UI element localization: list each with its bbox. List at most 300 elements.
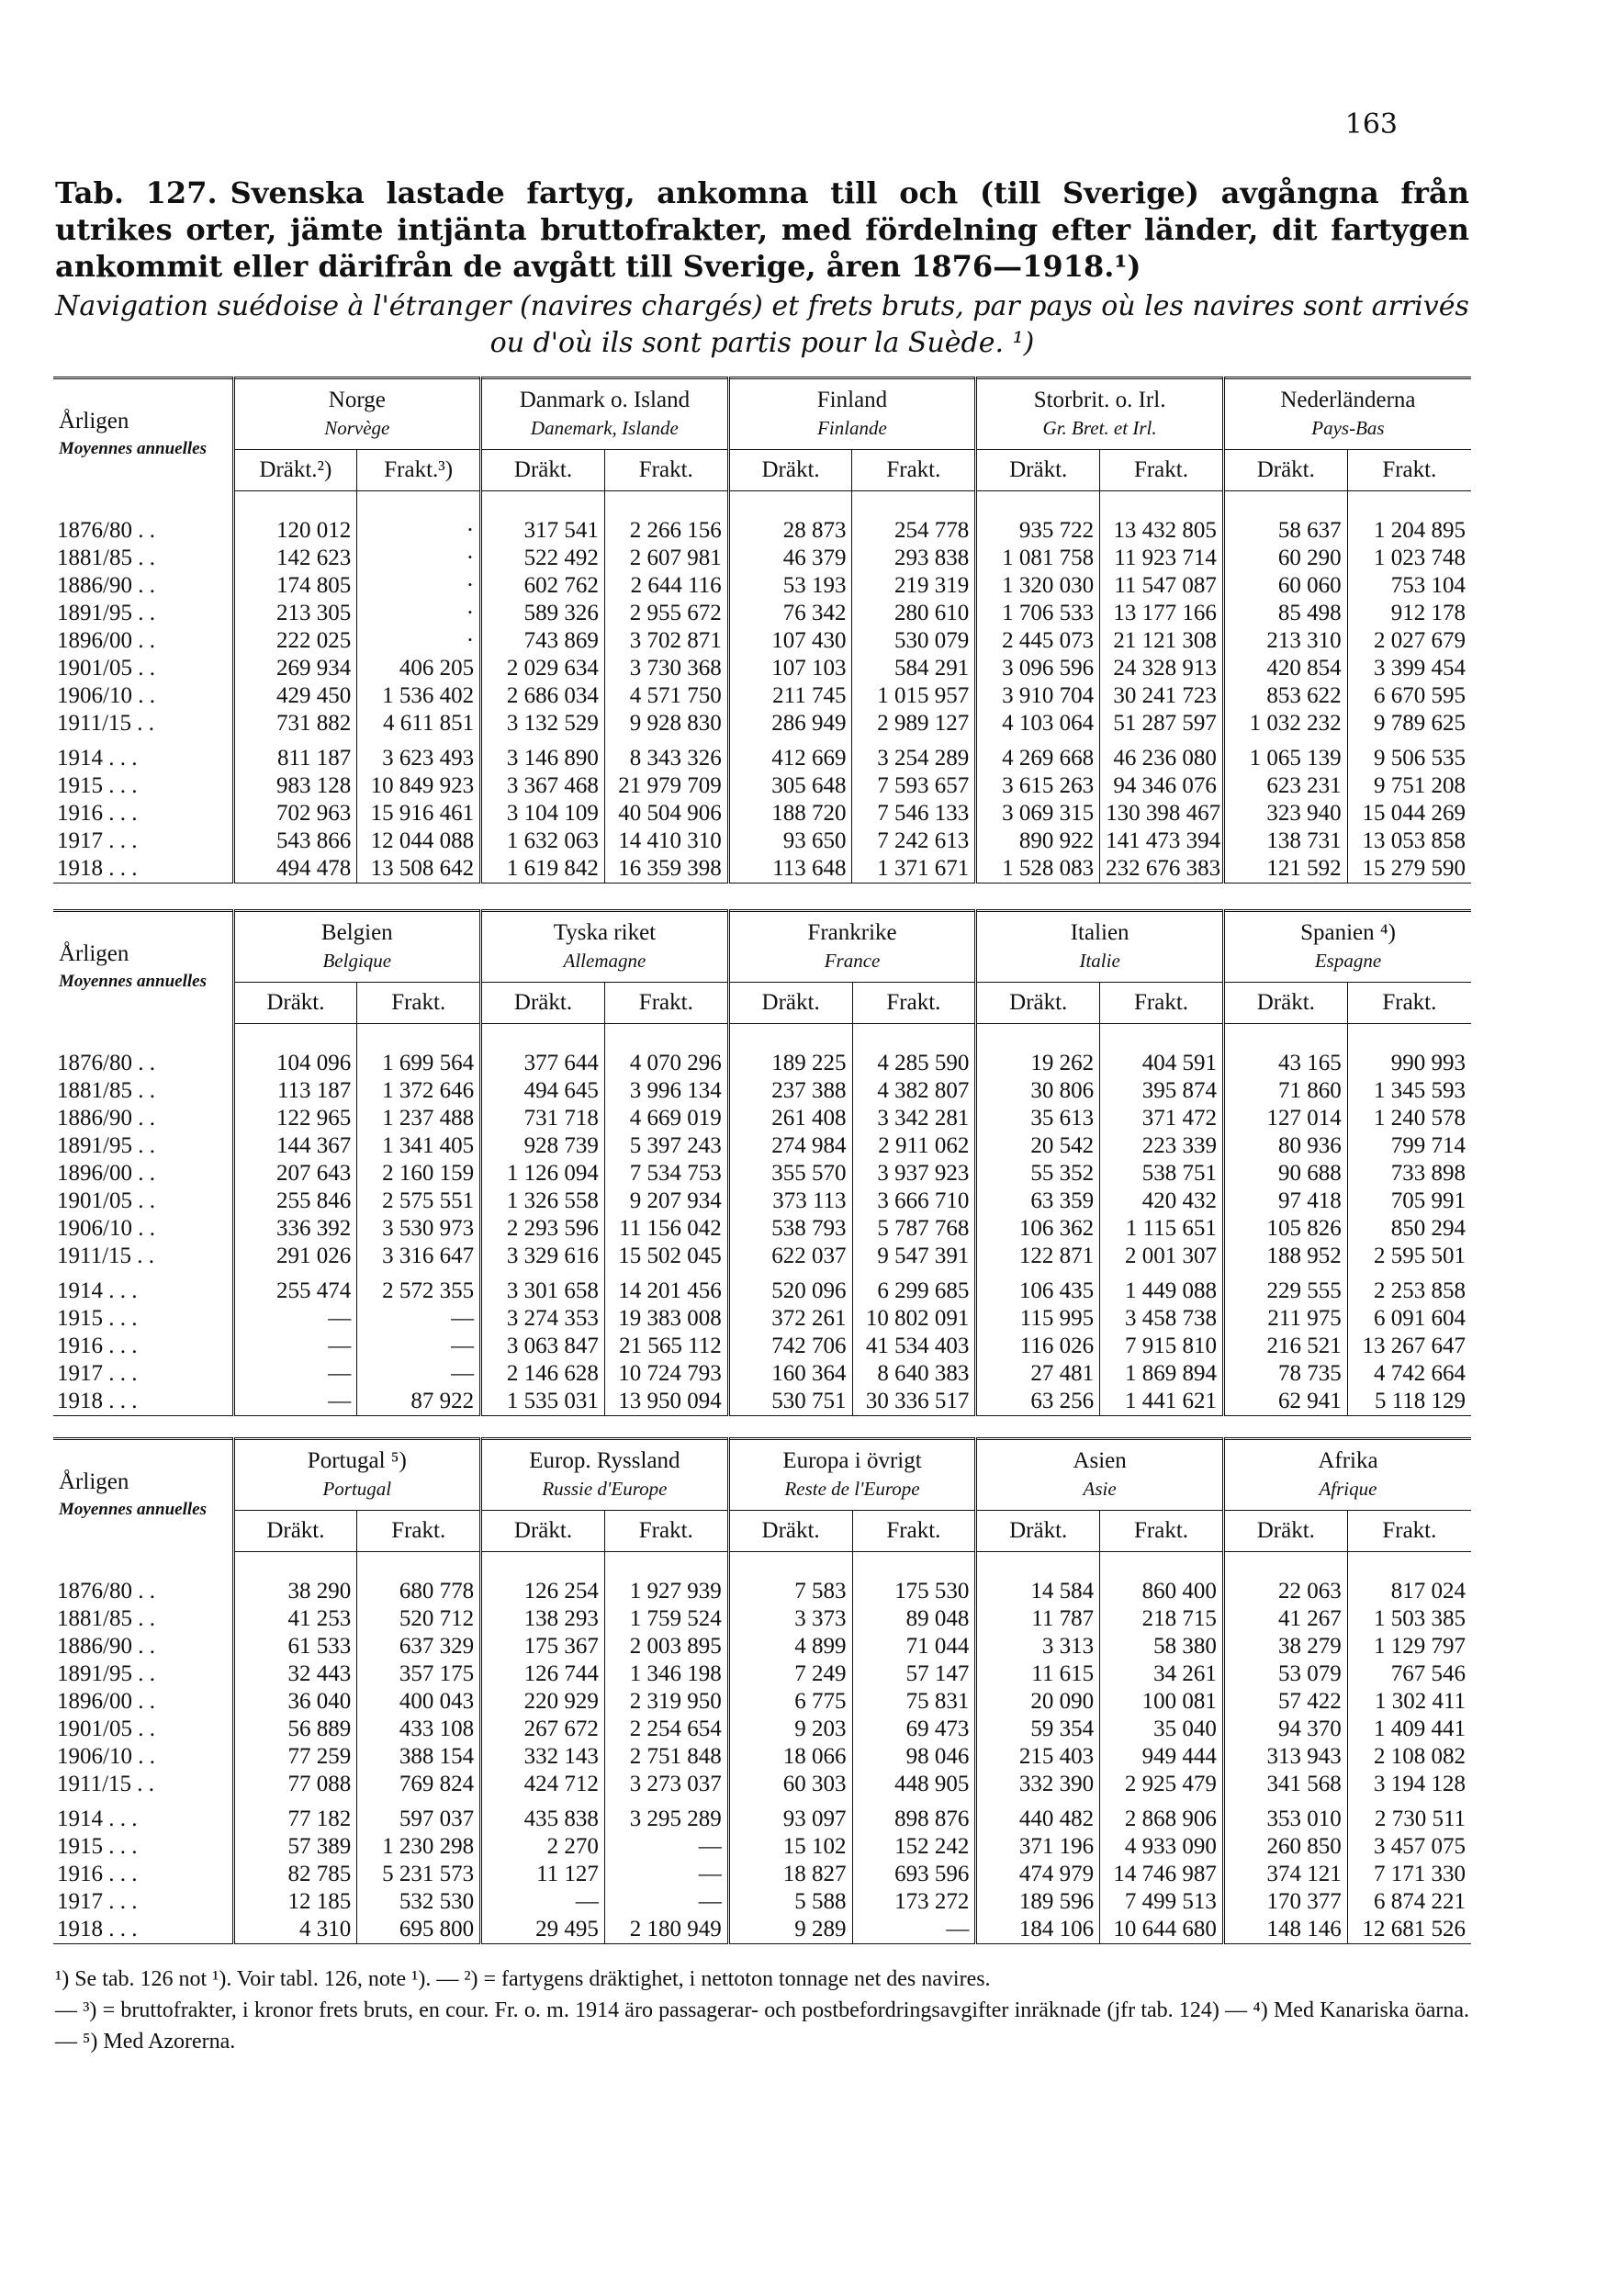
cell-drakt: 138 293: [481, 1605, 605, 1633]
cell-frakt: 1 346 198: [604, 1660, 728, 1688]
cell-drakt: 538 793: [728, 1215, 852, 1243]
cell-drakt: 60 290: [1223, 545, 1347, 572]
table-row: [53, 1688, 1471, 1716]
cell-frakt: 1 869 894: [1100, 1360, 1224, 1388]
cell-drakt: —: [481, 1888, 605, 1916]
cell-drakt: 207 643: [233, 1160, 357, 1187]
cell-frakt: 4 070 296: [604, 1024, 728, 1078]
cell-frakt: 3 623 493: [357, 737, 481, 772]
cell-frakt: 7 546 133: [852, 800, 976, 827]
table-row: [53, 1605, 1471, 1633]
cell-frakt: 14 410 310: [604, 827, 728, 855]
cell-frakt: 3 342 281: [852, 1105, 976, 1132]
year-label: 1914 . . .: [57, 1806, 138, 1831]
cell-drakt: 1 632 063: [481, 827, 605, 855]
cell-frakt: 12 044 088: [357, 827, 481, 855]
column-header-drakt: Dräkt.: [481, 983, 605, 1024]
cell-frakt: 15 279 590: [1347, 855, 1471, 884]
cell-drakt: 440 482: [976, 1798, 1100, 1833]
cell-drakt: 622 037: [728, 1243, 852, 1270]
cell-drakt: 59 354: [976, 1716, 1100, 1743]
country-table-1: [53, 377, 1471, 884]
cell-frakt: 11 547 087: [1100, 572, 1224, 600]
cell-frakt: 1 449 088: [1100, 1270, 1224, 1305]
cell-frakt: 1 237 488: [357, 1105, 481, 1132]
cell-frakt: 395 874: [1100, 1077, 1224, 1105]
table-row: [53, 1187, 1471, 1215]
column-header-drakt: Dräkt.: [976, 1511, 1100, 1552]
cell-drakt: 9 203: [728, 1716, 852, 1743]
year-label: 1915 . . .: [57, 1834, 138, 1859]
cell-frakt: 990 993: [1347, 1024, 1471, 1078]
cell-drakt: 373 113: [728, 1187, 852, 1215]
cell-drakt: 106 362: [976, 1215, 1100, 1243]
year-label: 1896/00 . .: [57, 628, 155, 653]
cell-drakt: 355 570: [728, 1160, 852, 1187]
cell-drakt: 189 225: [728, 1024, 852, 1078]
cell-drakt: —: [233, 1333, 357, 1360]
cell-drakt: 11 787: [976, 1605, 1100, 1633]
cell-frakt: 280 610: [852, 600, 976, 627]
table-row: [53, 1105, 1471, 1132]
cell-frakt: 2 319 950: [604, 1688, 728, 1716]
year-label: 1876/80 . .: [57, 1578, 155, 1604]
table-title-french: Navigation suédoise à l'étranger (navires chargés) et frets bruts, par pays où les navires sont arrivés ou d'où ils sont partis pour la Suède. ¹): [55, 290, 1469, 359]
cell-frakt: 2 266 156: [604, 491, 728, 546]
cell-frakt: 34 261: [1100, 1660, 1224, 1688]
year-label: 1911/15 . .: [57, 1772, 155, 1796]
cell-frakt: 9 751 208: [1347, 772, 1471, 800]
cell-frakt: 520 712: [357, 1605, 481, 1633]
cell-drakt: 4 310: [233, 1916, 357, 1944]
year-label: 1896/00 . .: [57, 1689, 155, 1714]
cell-drakt: 435 838: [481, 1798, 605, 1833]
cell-frakt: 850 294: [1347, 1215, 1471, 1243]
cell-drakt: 14 584: [976, 1552, 1100, 1606]
table-row: [53, 1660, 1471, 1688]
cell-frakt: 2 572 355: [357, 1270, 481, 1305]
cell-drakt: 811 187: [233, 737, 357, 772]
cell-frakt: 35 040: [1100, 1716, 1224, 1743]
country-header: [481, 911, 729, 983]
table-row: [53, 855, 1471, 884]
cell-frakt: 1 345 593: [1347, 1077, 1471, 1105]
cell-frakt: 3 730 368: [604, 655, 728, 682]
cell-frakt: 406 205: [357, 655, 481, 682]
table-row: [53, 655, 1471, 682]
cell-drakt: 983 128: [233, 772, 357, 800]
cell-frakt: 753 104: [1347, 572, 1471, 600]
year-label: 1886/90 . .: [57, 1634, 155, 1659]
column-header-frakt: Frakt.: [604, 983, 728, 1024]
cell-drakt: 53 079: [1223, 1660, 1347, 1688]
country-name-swedish: Italien: [1070, 920, 1129, 945]
cell-drakt: 43 165: [1223, 1024, 1347, 1078]
country-name-french: Danemark, Islande: [530, 417, 679, 439]
cell-frakt: 100 081: [1100, 1688, 1224, 1716]
cell-drakt: 702 963: [233, 800, 357, 827]
cell-drakt: 3 069 315: [976, 800, 1100, 827]
cell-frakt: 30 336 517: [852, 1388, 976, 1416]
table-row: [53, 827, 1471, 855]
cell-drakt: 126 744: [481, 1660, 605, 1688]
cell-frakt: 2 575 551: [357, 1187, 481, 1215]
cell-drakt: 77 088: [233, 1771, 357, 1798]
cell-frakt: 9 547 391: [852, 1243, 976, 1270]
cell-drakt: 255 474: [233, 1270, 357, 1305]
column-header-frakt: Frakt.: [357, 983, 481, 1024]
cell-frakt: 5 118 129: [1347, 1388, 1471, 1416]
cell-drakt: 261 408: [728, 1105, 852, 1132]
year-label: 1916 . . .: [57, 1862, 138, 1886]
cell-frakt: 173 272: [852, 1888, 976, 1916]
cell-drakt: 5 588: [728, 1888, 852, 1916]
cell-frakt: 15 502 045: [604, 1243, 728, 1270]
cell-drakt: 77 259: [233, 1743, 357, 1771]
table-title-swedish: [55, 174, 1469, 285]
column-header-drakt: Dräkt.²): [233, 450, 357, 491]
column-header-drakt: Dräkt.: [1223, 1511, 1347, 1552]
cell-drakt: 494 645: [481, 1077, 605, 1105]
cell-drakt: 62 941: [1223, 1388, 1347, 1416]
year-label: 1886/90 . .: [57, 573, 155, 598]
cell-drakt: 121 592: [1223, 855, 1347, 884]
column-header-frakt: Frakt.: [852, 450, 976, 491]
cell-drakt: 32 443: [233, 1660, 357, 1688]
table-row: [53, 1270, 1471, 1305]
column-header-frakt: Frakt.: [852, 1511, 976, 1552]
cell-drakt: 174 805: [233, 572, 357, 600]
year-label: 1901/05 . .: [57, 1188, 155, 1213]
cell-drakt: 623 231: [1223, 772, 1347, 800]
cell-frakt: 4 285 590: [852, 1024, 976, 1078]
cell-frakt: 10 802 091: [852, 1305, 976, 1333]
cell-drakt: 41 253: [233, 1605, 357, 1633]
page-number: 163: [1344, 108, 1398, 141]
country-name-swedish: Europ. Ryssland: [529, 1448, 680, 1473]
cell-frakt: 3 530 973: [357, 1215, 481, 1243]
year-label: 1881/85 . .: [57, 1078, 155, 1103]
country-header: [976, 1439, 1224, 1511]
column-header-frakt: Frakt.: [1100, 450, 1224, 491]
cell-drakt: 122 871: [976, 1243, 1100, 1270]
cell-frakt: ·: [357, 627, 481, 655]
cell-drakt: 80 936: [1223, 1132, 1347, 1160]
country-name-french: Portugal: [322, 1478, 392, 1500]
cell-drakt: 61 533: [233, 1633, 357, 1660]
column-header-drakt: Dräkt.: [233, 983, 357, 1024]
cell-frakt: 232 676 383: [1100, 855, 1224, 884]
country-name-swedish: Finland: [816, 388, 888, 412]
cell-frakt: 538 751: [1100, 1160, 1224, 1187]
year-label: 1891/95 . .: [57, 1133, 155, 1158]
cell-frakt: 733 898: [1347, 1160, 1471, 1187]
cell-frakt: 4 933 090: [1100, 1833, 1224, 1861]
cell-drakt: 520 096: [728, 1270, 852, 1305]
cell-drakt: 120 012: [233, 491, 357, 546]
cell-drakt: 144 367: [233, 1132, 357, 1160]
cell-drakt: 107 430: [728, 627, 852, 655]
year-label: 1906/10 . .: [57, 683, 155, 708]
cell-drakt: 3 104 109: [481, 800, 605, 827]
year-label: 1876/80 . .: [57, 1050, 155, 1075]
column-header-frakt: Frakt.: [1347, 1511, 1471, 1552]
cell-drakt: 3 096 596: [976, 655, 1100, 682]
cell-drakt: 211 745: [728, 682, 852, 710]
table-row: [53, 1305, 1471, 1333]
cell-drakt: 148 146: [1223, 1916, 1347, 1944]
country-name-french: Asie: [1083, 1478, 1117, 1500]
cell-drakt: 2 029 634: [481, 655, 605, 682]
cell-frakt: 2 027 679: [1347, 627, 1471, 655]
cell-frakt: 404 591: [1100, 1024, 1224, 1078]
year-header-swedish: Årligen: [59, 408, 129, 433]
cell-frakt: 1 503 385: [1347, 1605, 1471, 1633]
cell-drakt: 291 026: [233, 1243, 357, 1270]
cell-frakt: 3 996 134: [604, 1077, 728, 1105]
cell-frakt: 15 044 269: [1347, 800, 1471, 827]
cell-frakt: 6 670 595: [1347, 682, 1471, 710]
cell-drakt: 18 066: [728, 1743, 852, 1771]
cell-frakt: 3 937 923: [852, 1160, 976, 1187]
country-name-french: Afrique: [1319, 1478, 1377, 1500]
cell-drakt: 22 063: [1223, 1552, 1347, 1606]
cell-drakt: 332 143: [481, 1743, 605, 1771]
cell-frakt: 1 230 298: [357, 1833, 481, 1861]
cell-frakt: ·: [357, 600, 481, 627]
cell-frakt: 1 759 524: [604, 1605, 728, 1633]
cell-drakt: 90 688: [1223, 1160, 1347, 1187]
cell-frakt: 141 473 394: [1100, 827, 1224, 855]
cell-frakt: 7 171 330: [1347, 1861, 1471, 1888]
column-header-drakt: Dräkt.: [481, 1511, 605, 1552]
country-header: [976, 911, 1224, 983]
table-row: [53, 1833, 1471, 1861]
table-row: [53, 627, 1471, 655]
cell-frakt: 2 607 981: [604, 545, 728, 572]
table-row: [53, 1160, 1471, 1187]
cell-drakt: 2 686 034: [481, 682, 605, 710]
cell-drakt: 20 542: [976, 1132, 1100, 1160]
year-label: 1911/15 . .: [57, 711, 155, 736]
column-header-frakt: Frakt.³): [357, 450, 481, 491]
cell-frakt: 71 044: [852, 1633, 976, 1660]
title-block: [55, 174, 1469, 362]
year-label: 1918 . . .: [53, 1388, 233, 1416]
cell-drakt: 57 422: [1223, 1688, 1347, 1716]
cell-drakt: 1 706 533: [976, 600, 1100, 627]
table-row: [53, 1798, 1471, 1833]
cell-frakt: 3 254 289: [852, 737, 976, 772]
cell-drakt: 115 995: [976, 1305, 1100, 1333]
cell-drakt: 213 305: [233, 600, 357, 627]
table-row: [53, 1633, 1471, 1660]
footnote-line-2: — ³) = bruttofrakter, i kronor frets bruts, en cour. Fr. o. m. 1914 äro passagerar- och postbefordringsavgifter inräknade (jfr tab. 124) — ⁴) Med Kanariska öarna. — ⁵) Med Azorerna.: [55, 1998, 1469, 2054]
cell-frakt: 41 534 403: [852, 1333, 976, 1360]
cell-frakt: 10 644 680: [1100, 1916, 1224, 1944]
country-name-french: Belgique: [322, 950, 392, 972]
year-label: 1886/90 . .: [57, 1106, 155, 1131]
cell-frakt: 2 925 479: [1100, 1771, 1224, 1798]
cell-frakt: 680 778: [357, 1552, 481, 1606]
column-header-frakt: Frakt.: [1100, 983, 1224, 1024]
cell-drakt: 3 367 468: [481, 772, 605, 800]
country-name-swedish: Europa i övrigt: [782, 1448, 922, 1473]
cell-drakt: 274 984: [728, 1132, 852, 1160]
cell-frakt: —: [604, 1833, 728, 1861]
cell-frakt: 769 824: [357, 1771, 481, 1798]
cell-frakt: 11 923 714: [1100, 545, 1224, 572]
cell-drakt: 494 478: [233, 855, 357, 884]
year-label: 1915 . . .: [57, 1306, 138, 1331]
cell-drakt: 3 146 890: [481, 737, 605, 772]
cell-drakt: 1 065 139: [1223, 737, 1347, 772]
cell-drakt: 46 379: [728, 545, 852, 572]
cell-frakt: 3 273 037: [604, 1771, 728, 1798]
cell-drakt: 63 256: [976, 1388, 1100, 1416]
cell-frakt: 13 177 166: [1100, 600, 1224, 627]
cell-drakt: 4 103 064: [976, 710, 1100, 737]
table-row: [53, 1132, 1471, 1160]
cell-drakt: 19 262: [976, 1024, 1100, 1078]
cell-drakt: 58 637: [1223, 491, 1347, 546]
cell-frakt: 898 876: [852, 1798, 976, 1833]
cell-drakt: 215 403: [976, 1743, 1100, 1771]
cell-drakt: 27 481: [976, 1360, 1100, 1388]
year-label: 1901/05 . .: [57, 656, 155, 681]
cell-drakt: 336 392: [233, 1215, 357, 1243]
column-header-drakt: Dräkt.: [976, 983, 1100, 1024]
cell-frakt: 94 346 076: [1100, 772, 1224, 800]
cell-drakt: 424 712: [481, 1771, 605, 1798]
table-row: [53, 772, 1471, 800]
table-row: [53, 1771, 1471, 1798]
cell-drakt: 332 390: [976, 1771, 1100, 1798]
year-label: 1918 . . .: [53, 1916, 233, 1944]
table-row: [53, 1243, 1471, 1270]
cell-frakt: 19 383 008: [604, 1305, 728, 1333]
country-table-3: [53, 1437, 1471, 1944]
cell-frakt: 2 001 307: [1100, 1243, 1224, 1270]
cell-frakt: 11 156 042: [604, 1215, 728, 1243]
country-header: [728, 911, 976, 983]
cell-drakt: 28 873: [728, 491, 852, 546]
cell-drakt: 742 706: [728, 1333, 852, 1360]
cell-drakt: 82 785: [233, 1861, 357, 1888]
year-label: 1917 . . .: [57, 828, 138, 853]
country-name-french: Italie: [1079, 950, 1120, 972]
cell-drakt: 78 735: [1223, 1360, 1347, 1388]
cell-frakt: 2 644 116: [604, 572, 728, 600]
cell-drakt: 372 261: [728, 1305, 852, 1333]
year-label: 1891/95 . .: [57, 601, 155, 625]
year-label: 1906/10 . .: [57, 1216, 155, 1241]
cell-drakt: 113 187: [233, 1077, 357, 1105]
country-name-swedish: Spanien ⁴): [1300, 920, 1396, 945]
cell-drakt: 85 498: [1223, 600, 1347, 627]
cell-drakt: 20 090: [976, 1688, 1100, 1716]
cell-frakt: 4 669 019: [604, 1105, 728, 1132]
year-label: 1891/95 . .: [57, 1661, 155, 1686]
cell-frakt: 5 787 768: [852, 1215, 976, 1243]
cell-frakt: 2 180 949: [604, 1916, 728, 1944]
cell-frakt: 14 201 456: [604, 1270, 728, 1305]
cell-frakt: 1 341 405: [357, 1132, 481, 1160]
cell-drakt: 105 826: [1223, 1215, 1347, 1243]
cell-drakt: 3 132 529: [481, 710, 605, 737]
cell-frakt: ·: [357, 491, 481, 546]
country-header: [1223, 911, 1471, 983]
cell-drakt: 3 301 658: [481, 1270, 605, 1305]
cell-drakt: 122 965: [233, 1105, 357, 1132]
country-name-french: France: [824, 950, 881, 972]
cell-frakt: 532 530: [357, 1888, 481, 1916]
year-label: 1916 . . .: [57, 1334, 138, 1358]
cell-frakt: 9 789 625: [1347, 710, 1471, 737]
cell-frakt: 2 595 501: [1347, 1243, 1471, 1270]
cell-drakt: 93 650: [728, 827, 852, 855]
table-row: [53, 1360, 1471, 1388]
cell-frakt: 530 079: [852, 627, 976, 655]
cell-drakt: 18 827: [728, 1861, 852, 1888]
country-header: [728, 1439, 976, 1511]
cell-frakt: 8 343 326: [604, 737, 728, 772]
year-column-header: [53, 911, 233, 1024]
cell-drakt: 3 313: [976, 1633, 1100, 1660]
cell-frakt: 7 593 657: [852, 772, 976, 800]
cell-drakt: 35 613: [976, 1105, 1100, 1132]
cell-drakt: 1 126 094: [481, 1160, 605, 1187]
cell-drakt: 4 899: [728, 1633, 852, 1660]
cell-drakt: 38 279: [1223, 1633, 1347, 1660]
column-header-frakt: Frakt.: [1347, 983, 1471, 1024]
year-column-header: [53, 1439, 233, 1552]
cell-frakt: 57 147: [852, 1660, 976, 1688]
cell-frakt: 4 571 750: [604, 682, 728, 710]
table-row: [53, 1552, 1471, 1606]
cell-drakt: 71 860: [1223, 1077, 1347, 1105]
year-label: 1881/85 . .: [57, 1606, 155, 1631]
cell-frakt: 584 291: [852, 655, 976, 682]
cell-drakt: 1 619 842: [481, 855, 605, 884]
cell-drakt: 29 495: [481, 1916, 605, 1944]
cell-frakt: 2 868 906: [1100, 1798, 1224, 1833]
country-name-swedish: Frankrike: [807, 920, 897, 945]
cell-drakt: 229 555: [1223, 1270, 1347, 1305]
cell-frakt: 24 328 913: [1100, 655, 1224, 682]
cell-frakt: 3 295 289: [604, 1798, 728, 1833]
table-row: [53, 800, 1471, 827]
country-name-french: Pays-Bas: [1311, 417, 1385, 439]
cell-drakt: 731 718: [481, 1105, 605, 1132]
year-header-french: Moyennes annuelles: [59, 971, 207, 991]
cell-drakt: —: [233, 1305, 357, 1333]
cell-frakt: 21 979 709: [604, 772, 728, 800]
country-name-swedish: Storbrit. o. Irl.: [1033, 388, 1166, 412]
cell-frakt: —: [357, 1333, 481, 1360]
cell-frakt: 7 242 613: [852, 827, 976, 855]
footnote-line-1: ¹) Se tab. 126 not ¹). Voir tabl. 126, note ¹). — ²) = fartygens dräktighet, i nettoton tonnage net des navires.: [55, 1967, 991, 1991]
cell-drakt: 170 377: [1223, 1888, 1347, 1916]
cell-frakt: 1 536 402: [357, 682, 481, 710]
cell-frakt: 371 472: [1100, 1105, 1224, 1132]
cell-frakt: 3 399 454: [1347, 655, 1471, 682]
cell-frakt: 30 241 723: [1100, 682, 1224, 710]
cell-frakt: 2 003 895: [604, 1633, 728, 1660]
cell-drakt: 63 359: [976, 1187, 1100, 1215]
cell-drakt: 97 418: [1223, 1187, 1347, 1215]
cell-drakt: 11 615: [976, 1660, 1100, 1688]
